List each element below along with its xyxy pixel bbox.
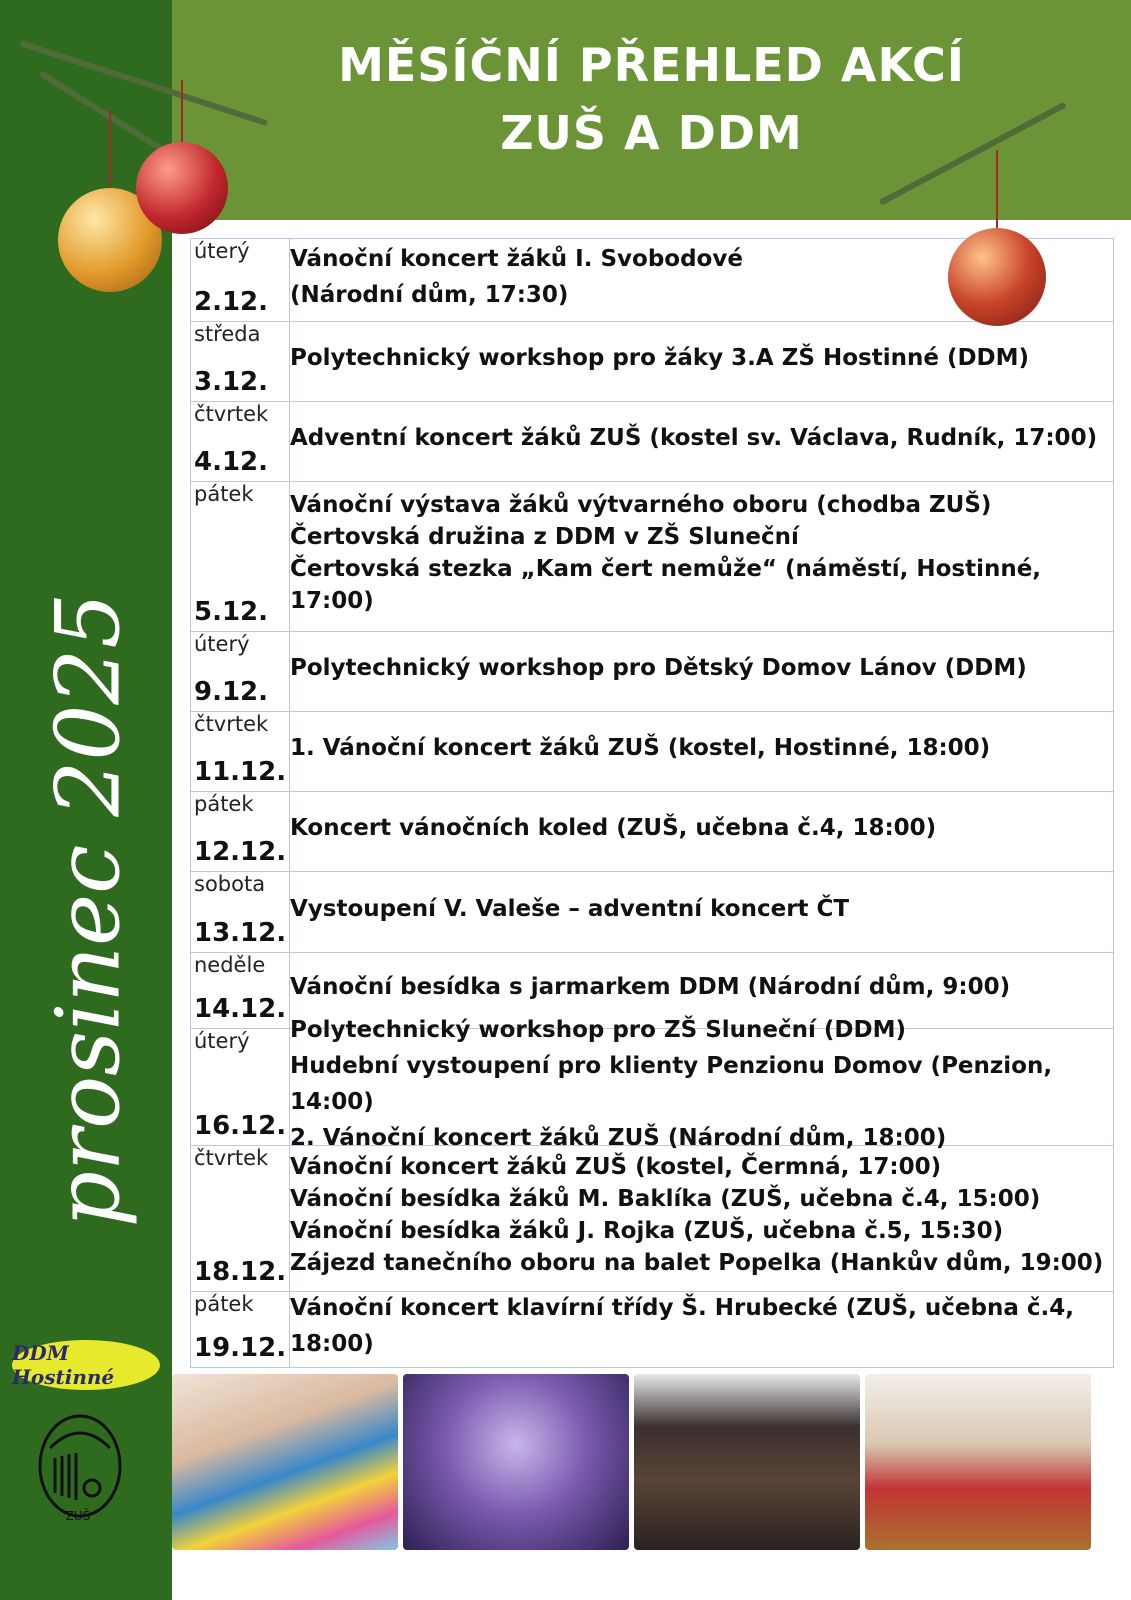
zus-logo-text: ZUŠ [65, 1509, 91, 1523]
event-description-cell [290, 322, 1114, 402]
event-date: 12.12. [194, 837, 287, 867]
event-date: 4.12. [194, 447, 269, 477]
event-row [191, 1029, 1114, 1146]
event-row [191, 1146, 1114, 1292]
event-row [191, 712, 1114, 792]
event-text-line: Vánoční koncert klavírní třídy Š. Hrubecké (ZUŠ, učebna č.4, [290, 1295, 1074, 1321]
photo-concert [634, 1374, 860, 1550]
page-title-line1: MĚSÍČNÍ PŘEHLED AKCÍ [338, 38, 965, 92]
event-date-cell [191, 402, 290, 482]
event-description-cell [290, 1292, 1114, 1368]
event-row [191, 1292, 1114, 1368]
ornament-string-right [996, 150, 998, 230]
photo-art-workshop [172, 1374, 398, 1550]
events-table [190, 238, 1114, 1368]
event-day: úterý [194, 239, 250, 263]
event-text-line: 1. Vánoční koncert žáků ZUŠ (kostel, Hostinné, 18:00) [290, 735, 991, 761]
event-date: 16.12. [194, 1111, 287, 1141]
event-date-cell [191, 953, 290, 1029]
event-day: čtvrtek [194, 1146, 269, 1170]
event-row [191, 792, 1114, 872]
event-day: pátek [194, 792, 254, 816]
event-day: čtvrtek [194, 402, 269, 426]
event-row [191, 322, 1114, 402]
event-description-cell [290, 1016, 1114, 1151]
photo-strip [172, 1374, 1092, 1550]
event-description-cell [290, 402, 1114, 482]
event-text-line: Vánoční výstava žáků výtvarného oboru (chodba ZUŠ) [290, 492, 992, 518]
event-day: pátek [194, 482, 254, 506]
event-text-line: Zájezd tanečního oboru na balet Popelka (Hankův dům, 19:00) [290, 1250, 1104, 1276]
event-text-line: Čertovská družina z DDM v ZŠ Sluneční [290, 524, 799, 550]
event-date-cell [191, 872, 290, 953]
event-text-line: Polytechnický workshop pro Dětský Domov Lánov (DDM) [290, 655, 1027, 681]
event-date: 11.12. [194, 757, 287, 787]
event-text-line: Adventní koncert žáků ZUŠ (kostel sv. Václava, Rudník, 17:00) [290, 425, 1098, 451]
event-day: neděle [194, 953, 266, 977]
event-description-cell [290, 872, 1114, 953]
event-description-cell [290, 712, 1114, 792]
event-date-cell [191, 712, 290, 792]
event-text-line: Vánoční koncert žáků ZUŠ (kostel, Čermná, 17:00) [290, 1154, 942, 1180]
event-text-line: 18:00) [290, 1331, 374, 1357]
event-date: 5.12. [194, 597, 269, 627]
event-text-line: 2. Vánoční koncert žáků ZUŠ (Národní dům, 18:00) [290, 1124, 947, 1151]
event-text-line: Polytechnický workshop pro žáky 3.A ZŠ Hostinné (DDM) [290, 345, 1030, 371]
ornament-string-gold [109, 110, 111, 190]
ddm-logo [12, 1340, 160, 1390]
page-title-line2: ZUŠ A DDM [500, 106, 803, 160]
event-text-line: Vánoční koncert žáků I. Svobodové [290, 245, 743, 272]
event-description-cell [290, 1146, 1114, 1292]
event-date-cell [191, 322, 290, 402]
event-date: 2.12. [194, 287, 269, 317]
event-row [191, 872, 1114, 953]
event-date: 18.12. [194, 1257, 287, 1287]
event-text-line: Polytechnický workshop pro ZŠ Sluneční (DDM) [290, 1016, 907, 1043]
event-row [191, 632, 1114, 712]
event-date: 13.12. [194, 918, 287, 948]
event-text-line: (Národní dům, 17:30) [290, 281, 569, 308]
event-date-cell [191, 482, 290, 632]
event-date-cell [191, 239, 290, 322]
event-text-line: Vánoční besídka žáků M. Baklíka (ZUŠ, učebna č.4, 15:00) [290, 1186, 1041, 1212]
event-date-cell [191, 1146, 290, 1292]
event-date-cell [191, 792, 290, 872]
event-day: sobota [194, 872, 266, 896]
event-row [191, 402, 1114, 482]
event-day: pátek [194, 1292, 254, 1316]
event-date: 9.12. [194, 677, 269, 707]
event-day: úterý [194, 1029, 250, 1053]
event-description-cell [290, 792, 1114, 872]
red-gold-ornament-icon [948, 228, 1046, 326]
event-text-line: Hudební vystoupení pro klienty Penzionu Domov (Penzion, 14:00) [290, 1052, 1053, 1115]
event-date: 19.12. [194, 1333, 287, 1363]
event-date: 14.12. [194, 994, 287, 1024]
event-text-line: Vánoční besídka s jarmarkem DDM (Národní dům, 9:00) [290, 974, 1011, 1000]
event-row [191, 482, 1114, 632]
event-date-cell [191, 1029, 290, 1146]
event-day: středa [194, 322, 261, 346]
event-text-line: 17:00) [290, 588, 374, 614]
zus-logo-icon [30, 1408, 126, 1526]
event-date: 3.12. [194, 367, 269, 397]
ddm-logo-text: DDM Hostinné [12, 1341, 115, 1389]
event-day: úterý [194, 632, 250, 656]
event-date-cell [191, 632, 290, 712]
event-text-line: Koncert vánočních koled (ZUŠ, učebna č.4, 18:00) [290, 815, 937, 841]
event-text-line: Vánoční besídka žáků J. Rojka (ZUŠ, učebna č.5, 15:30) [290, 1218, 1004, 1244]
event-date-cell [191, 1292, 290, 1368]
event-text-line: Čertovská stezka „Kam čert nemůže“ (náměstí, Hostinné, [290, 556, 1042, 582]
event-day: čtvrtek [194, 712, 269, 736]
month-label: prosinec 2025 [36, 592, 140, 1228]
photo-saint-nicholas [403, 1374, 629, 1550]
photo-dance-performance [865, 1374, 1091, 1550]
event-description-cell [290, 632, 1114, 712]
event-text-line: Vystoupení V. Valeše – adventní koncert ČT [290, 895, 850, 922]
event-description-cell [290, 482, 1114, 632]
